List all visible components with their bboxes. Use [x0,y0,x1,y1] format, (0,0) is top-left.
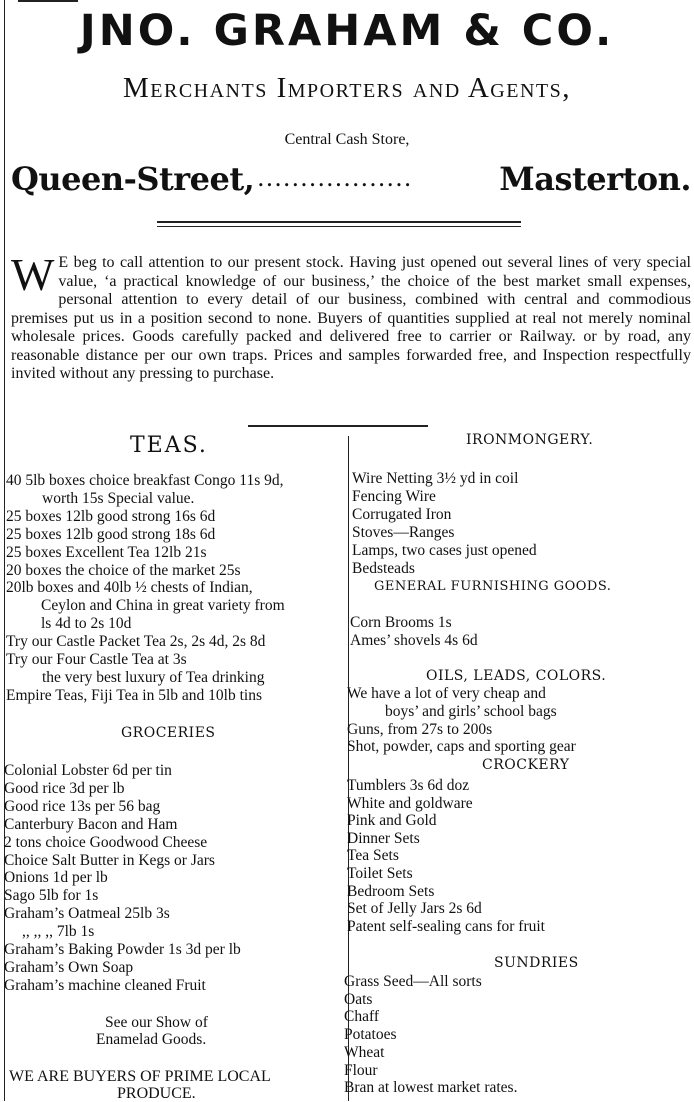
groceries-heading: GROCERIES [121,725,216,741]
tea-item: worth 15s Special value. [42,489,195,507]
grocery-item: Graham’s Own Soap [4,958,134,976]
ironmongery-item: Stoves—Ranges [352,524,455,541]
sundries-item: Flour [344,1061,378,1079]
tea-item: 40 5lb boxes choice breakfast Congo 11s 9d, [6,472,284,489]
left-border-rule [4,0,5,1101]
ironmongery-item: Corrugated Iron [352,506,452,523]
address-line [11,160,691,206]
sundries-item: Wheat [344,1043,385,1061]
sundries-item: Grass Seed—All sorts [344,973,482,990]
buyers-notice: PRODUCE. [117,1085,196,1102]
store-name: Central Cash Store, [284,131,410,148]
grocery-item: Canterbury Bacon and Ham [4,815,178,833]
teas-heading: TEAS. [130,433,208,458]
tea-item: Empire Teas, Fiji Tea in 5lb and 10lb tins [6,686,262,704]
divider-rule [157,226,521,227]
buyers-notice: WE ARE BUYERS OF PRIME LOCAL [9,1068,271,1085]
tea-item: Try our Four Castle Tea at 3s [6,651,187,668]
sundries-item: Oats [344,990,373,1008]
ironmongery-item: Fencing Wire [352,488,436,505]
crockery-item: Dinner Sets [347,829,420,847]
leader-dots: .................. [257,164,413,192]
ironmongery-item: Bedsteads [352,560,415,577]
oils-item: Shot, powder, caps and sporting gear [347,738,576,756]
intro-paragraph [11,249,691,384]
tea-item: 25 boxes Excellent Tea 12lb 21s [6,543,207,561]
crockery-item: White and goldware [347,794,473,812]
sundries-heading: SUNDRIES [494,955,579,971]
sundries-item: Chaff [344,1008,380,1026]
street-name: Queen-Street, [11,160,255,198]
divider-rule [248,425,428,427]
ironmongery-item: Lamps, two cases just opened [352,542,537,559]
tea-item: Try our Castle Packet Tea 2s, 2s 4d, 2s 8d [6,633,266,651]
grocery-item: Graham’s Oatmeal 25lb 3s [4,905,170,923]
tea-item: the very best luxury of Tea drinking [42,668,265,686]
grocery-item: ,, ,, ,, 7lb 1s [22,923,95,941]
grocery-item: Onions 1d per lb [4,869,108,887]
oils-item: Guns, from 27s to 200s [347,720,493,738]
crockery-item: Set of Jelly Jars 2s 6d [347,900,482,918]
tagline: Merchants Importers and Agents, [122,72,571,104]
furnishing-item: Corn Brooms 1s [350,614,452,631]
grocery-item: Sago 5lb for 1s [4,887,99,905]
ironmongery-heading: IRONMONGERY. [466,432,594,448]
tea-item: ls 4d to 2s 10d [41,615,132,633]
crockery-item: Tumblers 3s 6d doz [347,777,470,794]
oils-heading: OILS, LEADS, COLORS. [426,668,607,684]
crockery-item: Patent self-sealing cans for fruit [347,917,545,935]
furnishing-heading: GENERAL FURNISHING GOODS. [374,579,612,594]
grocery-item: Good rice 3d per lb [4,779,125,797]
intro-text: E beg to call attention to our present stock. Having just opened out several lines of very special value, ‘a practical knowledge of our business,’ the choice of the best market small expenses, personal attention to every detail of our business, combined with central and commodious premises put us in a position second to none. Buyers of quantities supplied at real not merely nominal wholesale prices. Goods carefully packed and delivered free to carrier or Railway. or by road, any reasonable distance per our own traps. Prices and samples forwarded free, and Inspection respectfully invited without any pressing to purchase. [11,254,691,382]
crockery-item: Pink and Gold [347,812,437,830]
top-border-rule [18,0,78,2]
crockery-item: Tea Sets [347,847,399,865]
tea-item: 20lb boxes and 40lb ½ chests of Indian, [6,579,253,597]
town-name: Masterton. [499,160,691,198]
oils-item: boys’ and girls’ school bags [385,702,557,720]
grocery-item: 2 tons choice Goodwood Cheese [4,833,208,851]
furnishing-item: Ames’ shovels 4s 6d [350,632,478,649]
crockery-item: Toilet Sets [347,865,413,882]
show-line: Enamelad Goods. [96,1031,207,1048]
sundries-item: Potatoes [344,1026,397,1044]
tea-item: Ceylon and China in great variety from [41,597,285,615]
grocery-item: Choice Salt Butter in Kegs or Jars [4,851,215,869]
grocery-item: Graham’s machine cleaned Fruit [4,976,206,994]
grocery-item: Graham’s Baking Powder 1s 3d per lb [4,941,241,958]
firm-name: JNO. GRAHAM & CO. [79,6,615,56]
ironmongery-item: Wire Netting 3½ yd in coil [352,470,519,487]
grocery-item: Good rice 13s per 56 bag [4,797,161,815]
drop-cap: W [11,249,55,300]
show-line: See our Show of [105,1014,208,1031]
tea-item: 20 boxes the choice of the market 25s [6,561,241,579]
grocery-item: Colonial Lobster 6d per tin [4,762,172,779]
crockery-heading: CROCKERY [482,757,570,773]
divider-rule [157,221,521,223]
crockery-item: Bedroom Sets [347,882,435,900]
tea-item: 25 boxes 12lb good strong 18s 6d [6,525,216,543]
oils-item: We have a lot of very cheap and [347,685,546,702]
sundries-item: Bran at lowest market rates. [344,1079,518,1097]
tea-item: 25 boxes 12lb good strong 16s 6d [6,507,216,525]
